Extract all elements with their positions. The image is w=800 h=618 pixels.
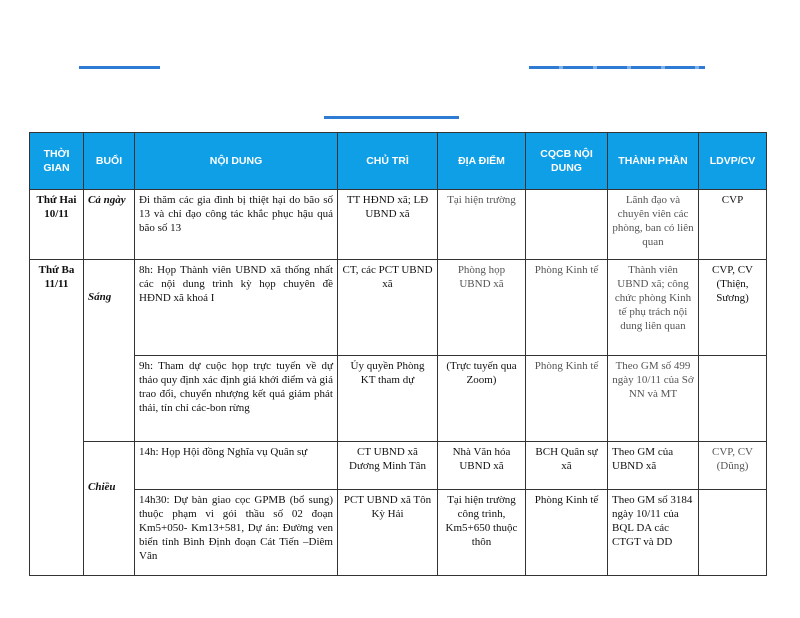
members-cell: Theo GM số 499 ngày 10/11 của Sở NN và MT [608,356,699,442]
col-header-members: THÀNH PHẦN [608,133,699,190]
session-cell: Chiều [84,442,135,576]
content-cell: 14h30: Dự bàn giao cọc GPMB (bổ sung) thuộc phạm vi gói thầu số 02 đoạn Km5+050- Km13+581, Dự án: Đường ven biển tỉnh Bình Định đoạn Cát Tiến –Diêm Vân [135,490,338,576]
table-header-row [30,133,767,190]
chair-cell: PCT UBND xã Tôn Kỳ Hải [338,490,438,576]
header-right-rule [529,66,705,69]
ldvp-cell: CVP, CV (Dũng) [699,442,767,490]
location-cell: Phòng họp UBND xã [438,260,526,356]
title-rule [324,116,459,119]
ldvp-cell: CVP [699,190,767,260]
content-cell: 8h: Họp Thành viên UBND xã thống nhất các nội dung trình kỳ họp chuyên đề HĐND xã khoá I [135,260,338,356]
location-cell: Tại hiện trường [438,190,526,260]
chair-cell: CT, các PCT UBND xã [338,260,438,356]
content-cell: Đi thăm các gia đình bị thiệt hại do bão số 13 và chỉ đạo công tác khắc phục hậu quả bão số 13 [135,190,338,260]
content-cell: 14h: Họp Hội đồng Nghĩa vụ Quân sự [135,442,338,490]
col-header-chair: CHỦ TRÌ [338,133,438,190]
table-row [30,190,767,260]
members-cell: Theo GM số 3184 ngày 10/11 của BQL DA các CTGT và DD [608,490,699,576]
session-cell: Sáng [84,260,135,442]
table-row [30,260,767,356]
chair-cell: Ủy quyền Phòng KT tham dự [338,356,438,442]
chair-cell: CT UBND xã Dương Minh Tân [338,442,438,490]
col-header-content: NỘI DUNG [135,133,338,190]
location-cell: Tại hiện trường công trình, Km5+650 thuộc thôn [438,490,526,576]
table-row [30,490,767,576]
content-cell: 9h: Tham dự cuộc họp trực tuyến về dự thảo quy định xác định giá khởi điểm và giá trao đổi, chuyển nhượng kết quả giảm phát thải, tín chỉ các-bon rừng [135,356,338,442]
agency-cell: BCH Quân sự xã [526,442,608,490]
table-row [30,442,767,490]
ldvp-cell [699,490,767,576]
day-cell: Thứ Ba 11/11 [30,260,84,576]
members-cell: Lãnh đạo và chuyên viên các phòng, ban có liên quan [608,190,699,260]
col-header-session: BUỔI [84,133,135,190]
session-cell: Cả ngày [84,190,135,260]
location-cell: Nhà Văn hóa UBND xã [438,442,526,490]
agency-cell: Phòng Kinh tế [526,260,608,356]
col-header-ldvp: LDVP/CV [699,133,767,190]
members-cell: Thành viên UBND xã; công chức phòng Kinh tế phụ trách nội dung liên quan [608,260,699,356]
col-header-agency: CQCB NỘI DUNG [526,133,608,190]
ldvp-cell [699,356,767,442]
agency-cell: Phòng Kinh tế [526,490,608,576]
members-cell: Theo GM của UBND xã [608,442,699,490]
schedule-table [29,132,767,576]
col-header-location: ĐỊA ĐIỂM [438,133,526,190]
location-cell: (Trực tuyến qua Zoom) [438,356,526,442]
table-row [30,356,767,442]
day-cell: Thứ Hai 10/11 [30,190,84,260]
agency-cell [526,190,608,260]
chair-cell: TT HĐND xã; LĐ UBND xã [338,190,438,260]
agency-cell: Phòng Kinh tế [526,356,608,442]
ldvp-cell: CVP, CV (Thiện, Sương) [699,260,767,356]
col-header-time: THỜI GIAN [30,133,84,190]
header-left-rule [79,66,160,69]
